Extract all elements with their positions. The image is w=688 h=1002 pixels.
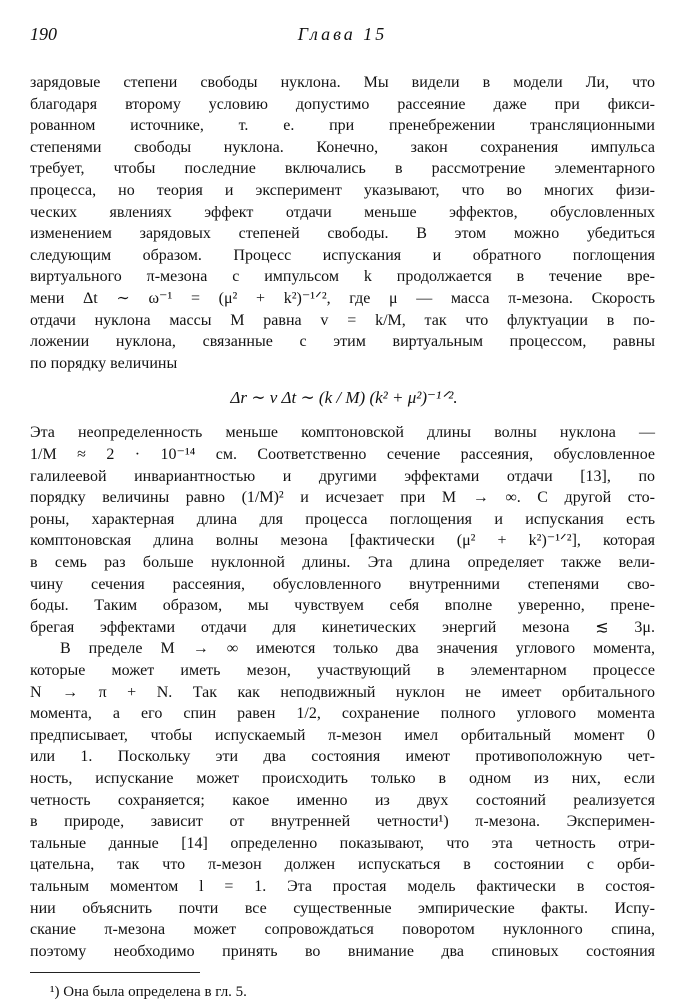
text-line: рованном источнике, т. е. при пренебрежении трансляционными [30, 117, 655, 135]
text-line: следующим образом. Процесс испускания и обратного поглощения [30, 246, 655, 264]
text-line: цательна, так что π-мезон должен испускаться в состоянии с орби- [30, 856, 655, 874]
text-line: тальные данные [14] определенно показывают, что эта четность отри- [30, 834, 655, 852]
text-line: ложении нуклона, связанные с этим виртуальным процессом, равны [30, 333, 655, 351]
display-formula: Δr ∼ v Δt ∼ (k / M) (k² + μ²)⁻¹ᐟ². [230, 388, 458, 408]
text-line: тальным моментом l = 1. Эта простая модель фактически в состоя- [30, 878, 655, 895]
text-line: поэтому необходимо принять во внимание два спиновых состояния [30, 942, 655, 960]
text-line: брегая эффектами отдачи для кинетических энергий мезона ≲ 3μ. [30, 618, 655, 636]
text-line: галилеевой инвариантностью и другими эффектами отдачи [13], по [30, 467, 655, 485]
text-line: скание π-мезона может сопровождаться поворотом нуклонного спина, [30, 921, 655, 939]
text-line: порядку величины равно (1/M)² и исчезает при M → ∞. С другой сто- [30, 489, 655, 507]
footnote-rule [30, 972, 200, 973]
text-line: комптоновская длина волны мезона [фактически (μ² + k²)⁻¹ᐟ²], которая [30, 532, 655, 550]
text-line: ность, испускание может происходить только в одном из них, если [30, 770, 655, 787]
footnote: ¹) Она была определена в гл. 5. [50, 984, 247, 1001]
text-line: изменением зарядовых степеней свободы. В этом можно убедиться [30, 225, 655, 243]
text-line: мени Δt ∼ ω⁻¹ = (μ² + k²)⁻¹ᐟ², где μ — масса π-мезона. Скорость [30, 290, 655, 307]
text-line: в природе, зависит от внутренней четности¹) π-мезона. Эксперимен- [30, 813, 655, 831]
text-line: виртуального π-мезона с импульсом k продолжается в течение вре- [30, 268, 655, 286]
text-line: чину сечения рассеяния, обусловленного внутренними степенями сво- [30, 575, 655, 593]
text-line: В пределе M → ∞ имеются только два значения углового момента, [60, 640, 655, 658]
text-line: 1/M ≈ 2 · 10⁻¹⁴ см. Соответственно сечение рассеяния, обусловленное [30, 446, 655, 463]
text-line: благодаря второму условию допустимо рассеяние даже при фикси- [30, 95, 655, 113]
chapter-title: Глава 15 [297, 24, 388, 44]
text-line: отдачи нуклона массы M равна v = k/M, так что флуктуации в по- [30, 311, 655, 329]
text-line: предписывает, чтобы испускаемый π-мезон имел орбитальный момент 0 [30, 726, 655, 744]
text-line: ческих явлениях эффект отдачи меньше эффектов, обусловленных [30, 203, 655, 221]
text-line: боды. Таким образом, мы чувствуем себя вполне уверенно, прене- [30, 597, 655, 615]
text-line: роны, характерная длина для процесса поглощения и испускания есть [30, 510, 655, 528]
text-line: процесса, но теория и эксперимент указывают, что во многих физи- [30, 182, 655, 199]
page-number: 190 [30, 24, 57, 44]
text-line: степенями свободы нуклона. Конечно, закон сохранения импульса [30, 138, 655, 156]
running-header [30, 24, 655, 48]
text-line: N → π + N. Так как неподвижный нуклон не имеет орбитального [30, 683, 655, 701]
text-line: в семь раз больше нуклонной длины. Эта длина определяет также вели- [30, 554, 655, 571]
text-line: требует, чтобы последние включались в рассмотрение элементарного [30, 160, 655, 178]
text-line: нии объяснить почти все существенные эмпирические факты. Испу- [30, 899, 655, 917]
text-line: которые может иметь мезон, участвующий в элементарном процессе [30, 662, 655, 679]
text-line: Эта неопределенность меньше комптоновской длины волны нуклона — [30, 424, 655, 442]
text-line: момента, а его спин равен 1/2, сохранение полного углового момента [30, 705, 655, 723]
text-line: четность сохраняется; какое именно из двух состояний реализуется [30, 791, 655, 809]
text-line: зарядовые степени свободы нуклона. Мы видели в модели Ли, что [30, 74, 655, 91]
text-line: или 1. Поскольку эти два состояния имеют противоположную чет- [30, 748, 655, 766]
text-line: по порядку величины [30, 354, 178, 372]
